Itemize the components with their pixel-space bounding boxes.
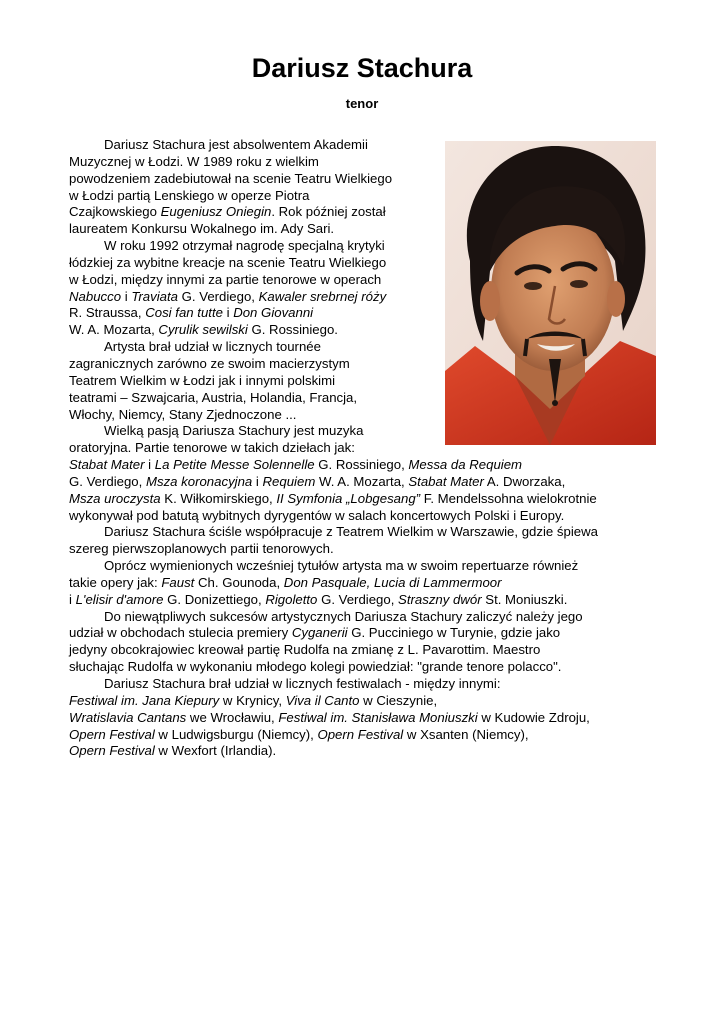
text-line <box>69 289 598 306</box>
text-segment: W. A. Mozarta, <box>315 473 409 489</box>
text-segment: i <box>144 457 155 473</box>
text-segment: w Xsanten (Niemcy), <box>403 726 529 742</box>
italic-title: Requiem <box>262 473 316 489</box>
text-segment: i <box>252 473 263 489</box>
text-segment: Muzycznej w Łodzi. W 1989 roku z wielkim <box>69 153 319 169</box>
text-segment: i <box>69 591 76 607</box>
text-segment: w Kudowie Zdroju, <box>477 709 590 725</box>
text-segment: w Cieszynie, <box>359 692 438 708</box>
text-segment: Włochy, Niemcy, Stany Zjednoczone ... <box>69 406 297 422</box>
italic-title: Opern Festival <box>69 726 155 742</box>
text-segment: we Wrocławiu, <box>186 709 279 725</box>
text-segment: Artysta brał udział w licznych tournée <box>104 339 321 355</box>
text-line <box>69 575 598 592</box>
text-segment: G. Verdiego, <box>178 288 259 304</box>
italic-title: Don Giovanni <box>233 305 314 321</box>
text-segment: i <box>222 305 234 321</box>
text-line <box>69 642 598 659</box>
italic-title: Opern Festival <box>317 726 404 742</box>
text-line <box>69 710 598 727</box>
italic-title: Stabat Mater <box>69 457 145 473</box>
text-segment: G. Pucciniego w Turynie, gdzie jako <box>347 625 561 641</box>
italic-title: Traviata <box>131 288 178 304</box>
text-line <box>69 457 598 474</box>
text-segment: G. Verdiego, <box>69 473 146 489</box>
text-line <box>69 390 598 407</box>
italic-title: Nabucco <box>69 288 122 304</box>
italic-title: Eugeniusz Oniegin <box>160 204 272 220</box>
text-segment: i <box>121 288 132 304</box>
italic-title: Msza uroczysta <box>69 490 161 506</box>
italic-title: Cyrulik sewilski <box>158 322 248 338</box>
text-segment: Do niewątpliwych sukcesów artystycznych Dariusza Stachury zaliczyć należy jego <box>104 608 583 624</box>
text-line <box>69 154 598 171</box>
italic-title: Straszny dwór <box>398 591 482 607</box>
italic-title: Festiwal im. Stanisława Moniuszki <box>278 709 478 725</box>
text-segment: G. Verdiego, <box>317 591 399 607</box>
italic-title: Msza koronacyjna <box>145 473 253 489</box>
text-line <box>69 221 598 238</box>
text-segment: Dariusz Stachura ściśle współpracuje z Teatrem Wielkim w Warszawie, gdzie śpiewa <box>104 524 598 540</box>
text-segment: F. Mendelssohna wielokrotnie <box>420 490 597 506</box>
text-segment: w Ludwigsburgu (Niemcy), <box>154 726 318 742</box>
text-segment: teatrami – Szwajcaria, Austria, Holandia, Francja, <box>69 389 358 405</box>
text-line <box>69 508 598 525</box>
text-segment: K. Wiłkomirskiego, <box>160 490 277 506</box>
text-line <box>69 356 598 373</box>
italic-title: Opern Festival <box>69 743 155 759</box>
text-segment: udział w obchodach stulecia premiery <box>69 625 292 641</box>
text-segment: Dariusz Stachura jest absolwentem Akademii <box>104 137 368 152</box>
text-segment: A. Dworzaka, <box>483 473 566 489</box>
text-segment: zagranicznych zarówno ze swoim macierzystym <box>69 355 350 371</box>
text-line <box>69 440 598 457</box>
text-line <box>69 373 598 390</box>
biography-text <box>69 137 598 760</box>
text-segment: W roku 1992 otrzymał nagrodę specjalną krytyki <box>104 238 385 254</box>
text-line <box>69 204 598 221</box>
italic-title: Rigoletto <box>265 591 318 607</box>
text-segment: St. Moniuszki. <box>481 591 568 607</box>
text-line <box>69 491 598 508</box>
text-segment: Wielką pasją Dariusza Stachury jest muzyka <box>104 423 364 439</box>
text-line <box>69 524 598 541</box>
text-segment: słuchając Rudolfa w wykonaniu młodego kolegi powiedział: "grande tenore polacco". <box>69 659 562 675</box>
italic-title: La Petite Messe Solennelle <box>154 457 315 473</box>
text-segment: W. A. Mozarta, <box>69 322 159 338</box>
text-line <box>69 137 598 154</box>
text-segment: w Łodzi partią Lenskiego w operze Piotra <box>69 187 310 203</box>
italic-title: Festiwal im. Jana Kiepury <box>69 692 220 708</box>
text-line <box>69 407 598 424</box>
italic-title: L'elisir d'amore <box>75 591 164 607</box>
text-segment: Czajkowskiego <box>69 204 161 220</box>
text-segment: szereg pierwszoplanowych partii tenorowych. <box>69 541 334 557</box>
text-line <box>69 541 598 558</box>
italic-title: Messa da Requiem <box>408 457 523 473</box>
text-segment: Teatrem Wielkim w Łodzi jak i innymi polskimi <box>69 372 336 388</box>
text-segment: G. Rossiniego, <box>314 457 409 473</box>
text-segment: wykonywał pod batutą wybitnych dyrygentów w salach koncertowych Polski i Europy. <box>69 507 565 523</box>
italic-title: Cosi fan tutte <box>145 305 223 321</box>
text-segment: w Wexfort (Irlandia). <box>154 743 277 759</box>
text-segment: R. Straussa, <box>69 305 146 321</box>
text-line <box>69 592 598 609</box>
text-segment: Ch. Gounoda, <box>194 574 284 590</box>
text-line <box>69 474 598 491</box>
italic-title: II Symfonia „Lobgesang” <box>276 490 421 506</box>
text-line <box>69 238 598 255</box>
text-line <box>69 171 598 188</box>
text-segment: jedyny obcokrajowiec kreował partię Rudolfa na zmianę z L. Pavarottim. Maestro <box>69 642 541 658</box>
text-line <box>69 659 598 676</box>
italic-title: Cyganerii <box>291 625 348 641</box>
italic-title: Wratislavia Cantans <box>69 709 187 725</box>
page-title: Dariusz Stachura <box>251 53 473 83</box>
text-line <box>69 743 598 760</box>
italic-title: Don Pasquale, Lucia di Lammermoor <box>283 574 502 590</box>
text-segment: w Łodzi, między innymi za partie tenorowe w operach <box>69 271 382 287</box>
text-segment: . Rok później został <box>271 204 386 220</box>
text-line <box>69 272 598 289</box>
text-line <box>69 255 598 272</box>
text-line <box>69 609 598 626</box>
italic-title: Kawaler srebrnej róży <box>258 288 387 304</box>
italic-title: Stabat Mater <box>408 473 484 489</box>
italic-title: Faust <box>161 574 195 590</box>
text-line <box>69 322 598 339</box>
italic-title: Viva il Canto <box>285 692 360 708</box>
text-line <box>69 625 598 642</box>
text-segment: łódzkiej za wybitne kreacje na scenie Teatru Wielkiego <box>69 254 387 270</box>
text-line <box>69 423 598 440</box>
text-segment: Oprócz wymienionych wcześniej tytułów artysta ma w swoim repertuarze również <box>104 558 579 574</box>
text-line <box>69 558 598 575</box>
text-line <box>69 676 598 693</box>
text-segment: G. Donizettiego, <box>163 591 266 607</box>
text-line <box>69 305 598 322</box>
text-segment: Dariusz Stachura brał udział w licznych festiwalach - między innymi: <box>104 676 501 691</box>
text-segment: oratoryjna. Partie tenorowe w takich dziełach jak: <box>69 440 355 456</box>
text-segment: powodzeniem zadebiutował na scenie Teatru Wielkiego <box>69 170 393 186</box>
text-line <box>69 727 598 744</box>
text-line <box>69 339 598 356</box>
text-segment: laureatem Konkursu Wokalnego im. Ady Sari. <box>69 221 335 237</box>
text-segment: G. Rossiniego. <box>247 322 338 338</box>
page-subtitle: tenor <box>345 96 379 111</box>
text-line <box>69 693 598 710</box>
text-line <box>69 188 598 205</box>
text-segment: w Krynicy, <box>219 692 286 708</box>
text-segment: takie opery jak: <box>69 574 162 590</box>
